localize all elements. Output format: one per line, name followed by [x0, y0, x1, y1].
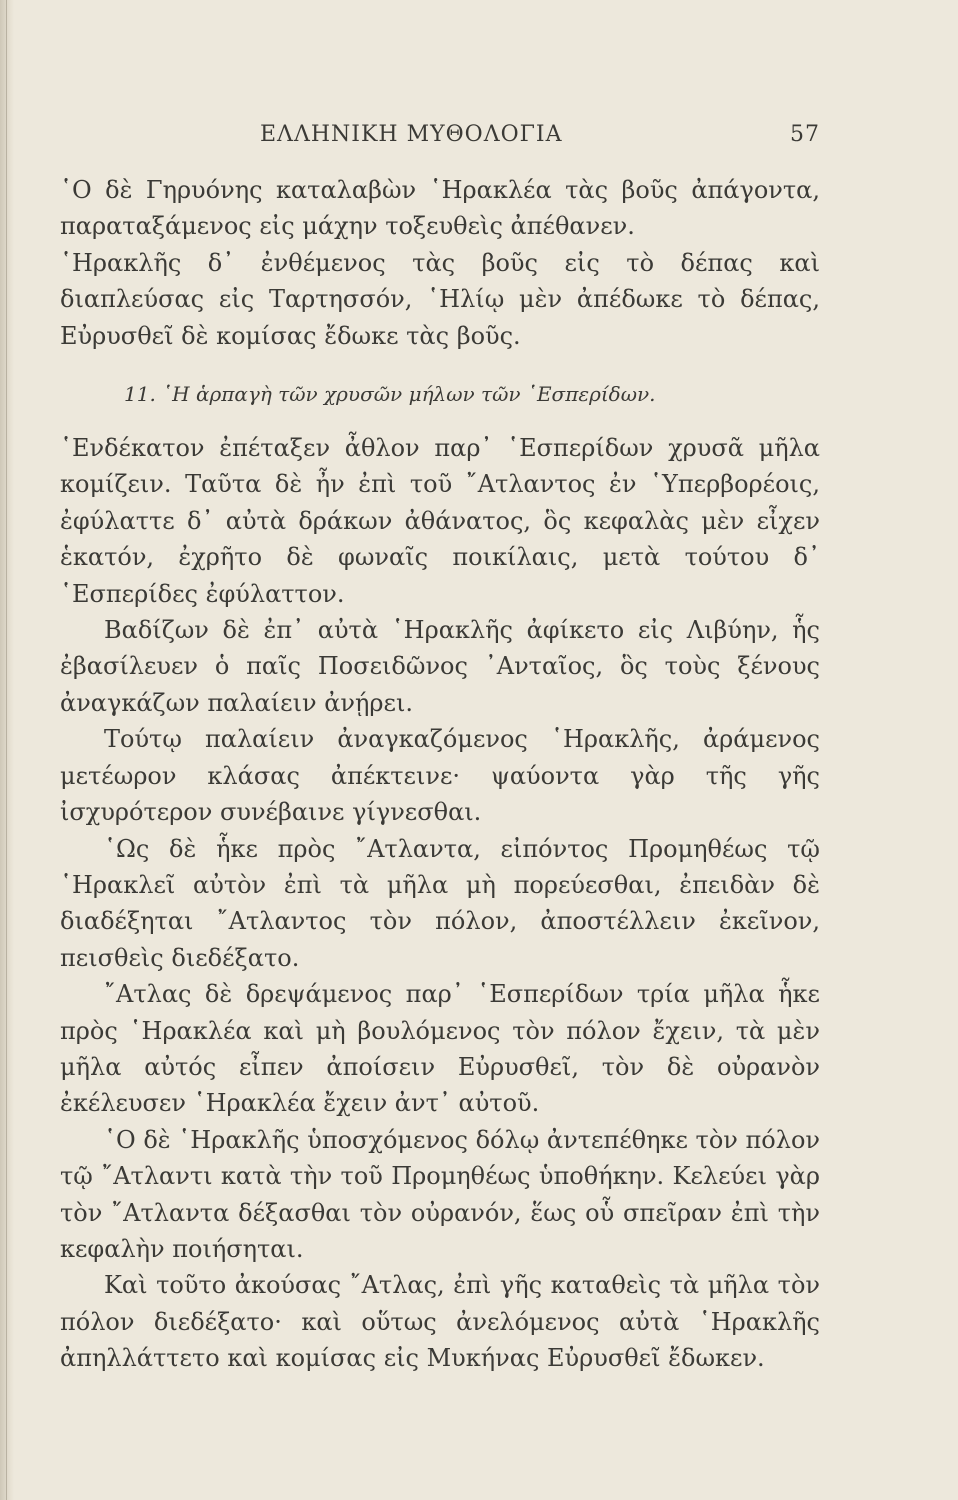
paragraph: Καὶ τοῦτο ἀκούσας ῎Ατλας, ἐπὶ γῆς καταθεὶς τὰ μῆλα τὸν πόλον διεδέξατο· καὶ οὕτως ἀνελόμενος αὐτὰ ῾Ηρακλῆς ἀπηλλάττετο καὶ κομίσας εἰς Μυκήνας Εὐρυσθεῖ ἔδωκεν. — [60, 1271, 820, 1373]
paragraph: ῾Ως δὲ ἧκε πρὸς ῎Ατλαντα, εἰπόντος Προμηθέως τῷ ῾Ηρακλεῖ αὐτὸν ἐπὶ τὰ μῆλα μὴ πορεύεσθαι, ἐπειδὰν δὲ διαδέξηται ῎Ατλαντος τὸν πόλον, ἀποστέλλειν ἐκεῖνον, πεισθεὶς διεδέξατο. — [60, 834, 820, 972]
paragraph: ῾Ενδέκατον ἐπέταξεν ἆθλον παρ᾽ ῾Εσπερίδων χρυσᾶ μῆλα κομίζειν. Ταῦτα δὲ ἦν ἐπὶ τοῦ ῎Ατλαντος ἐν ῾Υπερβορέοις, ἐφύλαττε δ᾽ αὐτὰ δράκων ἀθάνατος, ὃς κεφαλὰς μὲν εἶχεν ἑκατόν, ἐχρῆτο δὲ φωναῖς ποικίλαις, μετὰ τούτου δ᾽ ῾Εσπερίδες ἐφύλαττον. — [60, 434, 820, 608]
paragraph: ῾Ο δὲ ῾Ηρακλῆς ὑποσχόμενος δόλῳ ἀντεπέθηκε τὸν πόλον τῷ ῎Ατλαντι κατὰ τὴν τοῦ Προμηθέως ὑποθήκην. Κελεύει γὰρ τὸν ῎Ατλαντα δέξασθαι τὸν οὐρανόν, ἕως οὗ σπεῖραν ἐπὶ τὴν κεφαλὴν ποιήσηται. — [60, 1125, 820, 1263]
page-gutter — [0, 0, 14, 1500]
section-heading: 11. ῾Η ἁρπαγὴ τῶν χρυσῶν μήλων τῶν ῾Εσπερίδων. — [124, 382, 656, 407]
paragraph: ῾Ο δὲ Γηρυόνης καταλαβὼν ῾Ηρακλέα τὰς βοῦς ἀπάγοντα, παραταξάμενος εἰς μάχην τοξευθεὶς ἀπέθανεν. — [60, 176, 820, 241]
paragraph: ῾Ηρακλῆς δ᾽ ἐνθέμενος τὰς βοῦς εἰς τὸ δέπας καὶ διαπλεύσας εἰς Ταρτησσόν, ῾Ηλίῳ μὲν ἀπέδωκε τὸ δέπας, Εὐρυσθεῖ δὲ κομίσας ἔδωκε τὰς βοῦς. — [60, 248, 820, 350]
page-header — [60, 122, 820, 154]
paragraph: ῎Ατλας δὲ δρεψάμενος παρ᾽ ῾Εσπερίδων τρία μῆλα ἧκε πρὸς ῾Ηρακλέα καὶ μὴ βουλόμενος τὸν πόλον ἔχειν, τὰ μὲν μῆλα αὐτός εἶπεν ἀποίσειν Εὐρυσθεῖ, τὸν δὲ οὐρανὸν ἐκέλευσεν ῾Ηρακλέα ἔχειν ἀντ᾽ αὐτοῦ. — [60, 980, 820, 1118]
paragraph: Βαδίζων δὲ ἐπ᾽ αὐτὰ ῾Ηρακλῆς ἀφίκετο εἰς Λιβύην, ἧς ἐβασίλευεν ὁ παῖς Ποσειδῶνος ᾿Ανταῖος, ὃς τοὺς ξένους ἀναγκάζων παλαίειν ἀνῄρει. — [60, 616, 820, 717]
page-edge-line — [6, 0, 7, 1500]
page-number: 57 — [790, 122, 820, 147]
running-title: ΕΛΛΗΝΙΚΗ ΜΥΘΟΛΟΓΙΑ — [260, 122, 563, 147]
paragraph: Τούτῳ παλαίειν ἀναγκαζόμενος ῾Ηρακλῆς, ἀράμενος μετέωρον κλάσας ἀπέκτεινε· ψαύοντα γὰρ τῆς γῆς ἰσχυρότερον συνέβαινε γίγνεσθαι. — [60, 725, 820, 827]
body-text — [60, 172, 820, 1377]
